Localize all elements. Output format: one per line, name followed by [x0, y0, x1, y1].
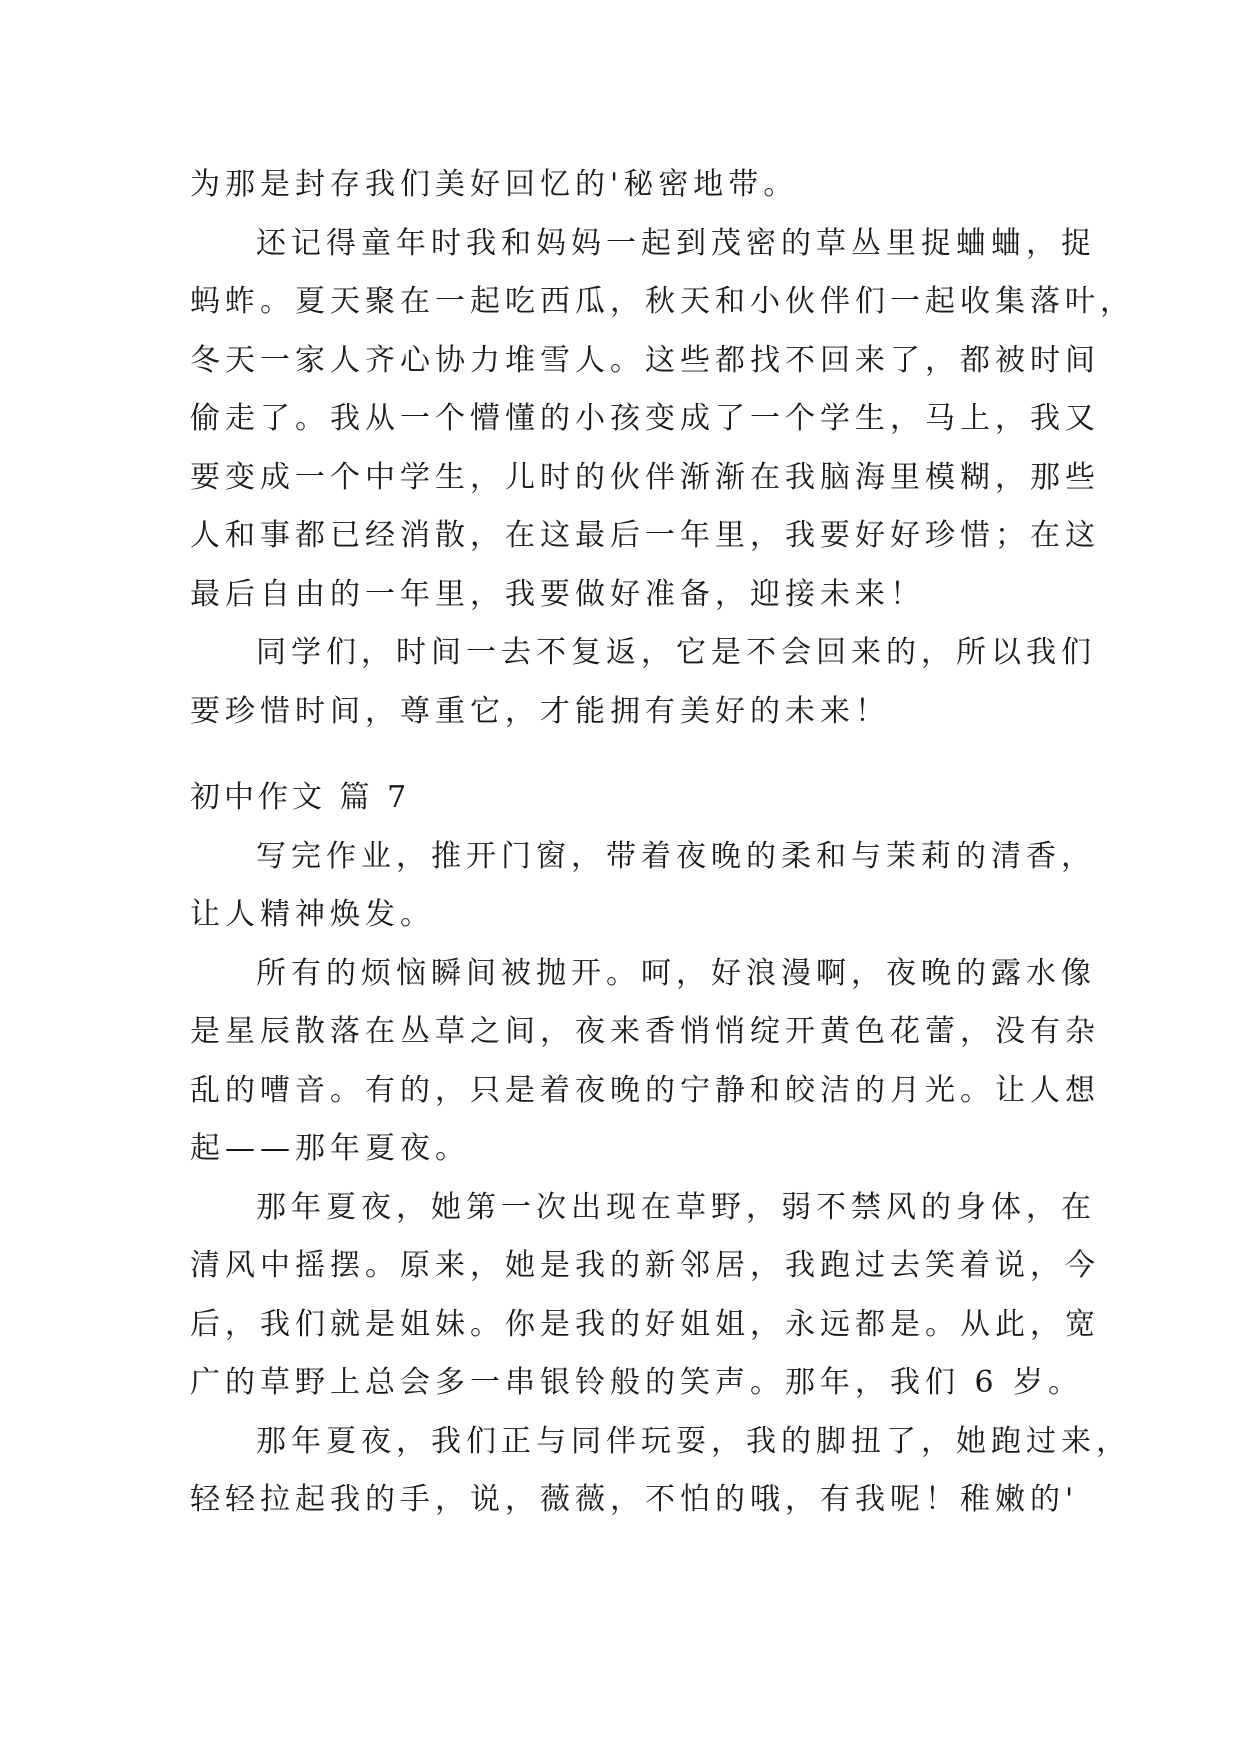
- text-line: 最后自由的一年里，我要做好准备，迎接未来！: [190, 576, 925, 612]
- section-1-body: [190, 156, 1135, 741]
- paragraph-start-line: 同学们，时间一去不复返，它是不会回来的，所以我们: [256, 635, 1096, 670]
- text-line: 要变成一个中学生，儿时的伙伴渐渐在我脑海里模糊，那些: [190, 459, 1100, 495]
- text-line: 后，我们就是姐妹。你是我的好姐姐，永远都是。从此，宽: [190, 1306, 1100, 1342]
- text-line: 人和事都已经消散，在这最后一年里，我要好好珍惜；在这: [190, 518, 1100, 553]
- text-line: 为那是封存我们美好回忆的'秘密地带。: [190, 167, 799, 202]
- paragraph-start-line: 写完作业，推开门窗，带着夜晚的柔和与茉莉的清香，: [256, 838, 1096, 874]
- text-line: 起——那年夏夜。: [190, 1131, 470, 1166]
- text-line: 广的草野上总会多一串银铃般的笑声。那年，我们 6 岁。: [190, 1365, 1084, 1400]
- paragraph-start-line: 还记得童年时我和妈妈一起到茂密的草丛里捉蛐蛐，捉: [256, 225, 1096, 261]
- text-line: 是星辰散落在丛草之间，夜来香悄悄绽开黄色花蕾，没有杂: [190, 1014, 1100, 1049]
- text-line: 蚂蚱。夏天聚在一起吃西瓜，秋天和小伙伴们一起收集落叶，: [190, 284, 1135, 319]
- text-line: 让人精神焕发。: [190, 897, 435, 932]
- paragraph-start-line: 那年夏夜，我们正与同伴玩耍，我的脚扭了，她跑过来，: [256, 1423, 1131, 1459]
- text-line: 要珍惜时间，尊重它，才能拥有美好的未来！: [190, 693, 890, 729]
- section-2-body: [190, 769, 1131, 1530]
- section-heading: 初中作文 篇 7: [190, 780, 411, 815]
- text-line: 轻轻拉起我的手，说，薇薇，不怕的哦，有我呢！稚嫩的': [190, 1482, 1079, 1517]
- paragraph-start-line: 所有的烦恼瞬间被抛开。呵，好浪漫啊，夜晚的露水像: [256, 955, 1096, 991]
- text-line: 冬天一家人齐心协力堆雪人。这些都找不回来了，都被时间: [190, 342, 1100, 378]
- paragraph-start-line: 那年夏夜，她第一次出现在草野，弱不禁风的身体，在: [256, 1189, 1096, 1225]
- text-line: 清风中摇摆。原来，她是我的新邻居，我跑过去笑着说，今: [190, 1248, 1100, 1283]
- text-line: 偷走了。我从一个懵懂的小孩变成了一个学生，马上，我又: [190, 401, 1100, 436]
- text-line: 乱的嘈音。有的，只是着夜晚的宁静和皎洁的月光。让人想: [190, 1072, 1100, 1108]
